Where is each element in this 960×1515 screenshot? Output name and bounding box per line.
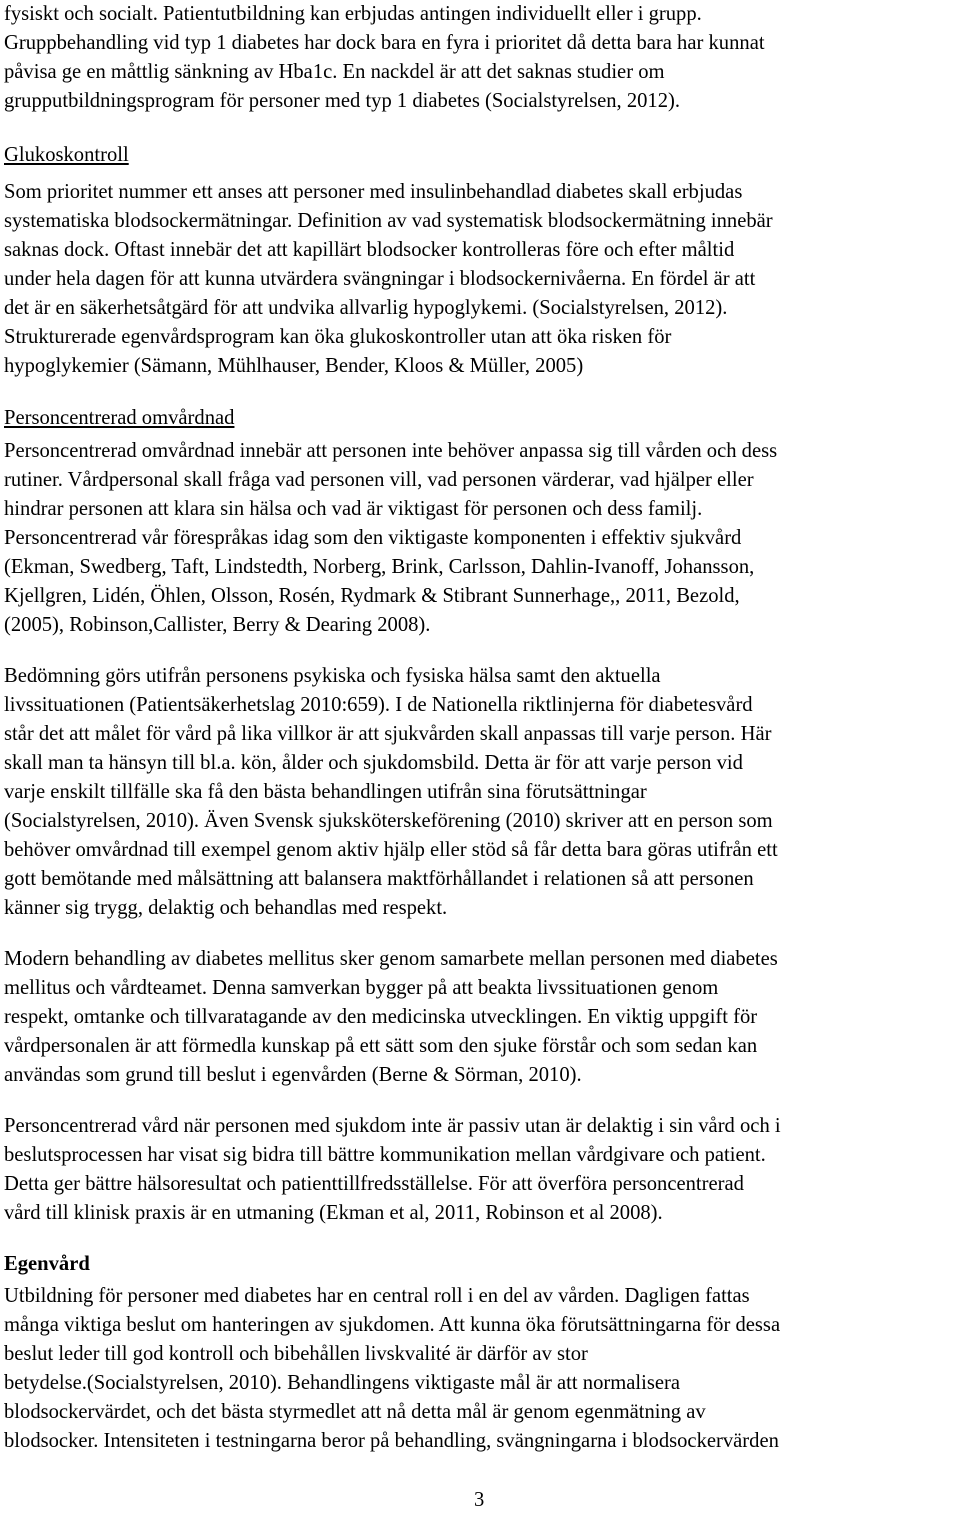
- paragraph-personcentrerad-line: hindrar personen att klara sin hälsa och vad är viktigast för personen och dess familj.: [4, 498, 703, 520]
- paragraph-bedomning-line: behöver omvårdnad till exempel genom aktiv hjälp eller stöd så får detta bara göras utifrån ett: [4, 839, 778, 861]
- paragraph-bedomning-line: gott bemötande med målsättning att balansera maktförhållandet i relationen så att personen: [4, 868, 754, 890]
- paragraph-glukoskontroll-line: saknas dock. Oftast innebär det att kapillärt blodsocker kontrolleras före och efter måltid: [4, 239, 735, 261]
- heading-personcentrerad-omvardnad: Personcentrerad omvårdnad: [4, 407, 235, 429]
- paragraph-personcentrerad-vard-line: vård till klinisk praxis är en utmaning (Ekman et al, 2011, Robinson et al 2008).: [4, 1202, 663, 1224]
- paragraph-egenvard-line: beslut leder till god kontroll och bibehållen livskvalité är därför av stor: [4, 1343, 588, 1365]
- paragraph-personcentrerad-vard-line: Detta ger bättre hälsoresultat och patienttillfredsställelse. För att överföra personcentrerad: [4, 1173, 744, 1195]
- paragraph-glukoskontroll-line: Strukturerade egenvårdsprogram kan öka glukoskontroller utan att öka risken för: [4, 326, 672, 348]
- paragraph-personcentrerad-line: Personcentrerad vår förespråkas idag som den viktigaste komponenten i effektiv sjukvård: [4, 527, 742, 549]
- paragraph-glukoskontroll-line: hypoglykemier (Sämann, Mühlhauser, Bender, Kloos & Müller, 2005): [4, 355, 584, 377]
- paragraph-personcentrerad-line: (2005), Robinson,Callister, Berry & Dearing 2008).: [4, 614, 431, 636]
- paragraph-personcentrerad-line: (Ekman, Swedberg, Taft, Lindstedth, Norberg, Brink, Carlsson, Dahlin-Ivanoff, Johansson,: [4, 556, 755, 578]
- paragraph-bedomning-line: livssituationen (Patientsäkerhetslag 2010:659). I de Nationella riktlinjerna för diabetesvård: [4, 694, 753, 716]
- paragraph-egenvard-line: många viktiga beslut om hanteringen av sjukdomen. Att kunna öka förutsättningarna för dessa: [4, 1314, 781, 1336]
- paragraph-glukoskontroll-line: det är en säkerhetsåtgärd för att undvika allvarlig hypoglykemi. (Socialstyrelsen, 2012).: [4, 297, 728, 319]
- paragraph-patientutbildning-line: fysiskt och socialt. Patientutbildning kan erbjudas antingen individuellt eller i grupp.: [4, 3, 702, 25]
- paragraph-modern-behandling-line: respekt, omtanke och tillvaratagande av den medicinska utvecklingen. En viktig uppgift för: [4, 1006, 758, 1028]
- heading-egenvard: Egenvård: [4, 1253, 90, 1275]
- paragraph-glukoskontroll-line: under hela dagen för att kunna utvärdera svängningar i blodsockernivåerna. En fördel är att: [4, 268, 756, 290]
- paragraph-bedomning-line: känner sig trygg, delaktig och behandlas med respekt.: [4, 897, 448, 919]
- paragraph-glukoskontroll-line: systematiska blodsockermätningar. Definition av vad systematisk blodsockermätning innebär: [4, 210, 773, 232]
- paragraph-patientutbildning-line: Gruppbehandling vid typ 1 diabetes har dock bara en fyra i prioritet då detta bara har kunnat: [4, 32, 765, 54]
- paragraph-personcentrerad-line: Kjellgren, Lidén, Öhlen, Olsson, Rosén, Rydmark & Stibrant Sunnerhage,, 2011, Bezold,: [4, 585, 740, 607]
- paragraph-patientutbildning-line: påvisa ge en måttlig sänkning av Hba1c. En nackdel är att det saknas studier om: [4, 61, 665, 83]
- paragraph-patientutbildning-line: grupputbildningsprogram för personer med typ 1 diabetes (Socialstyrelsen, 2012).: [4, 90, 681, 112]
- paragraph-egenvard-line: blodsockervärdet, och det bästa styrmedlet att nå detta mål är genom egenmätning av: [4, 1401, 706, 1423]
- paragraph-personcentrerad-line: rutiner. Vårdpersonal skall fråga vad personen vill, vad personen värderar, vad hjälper eller: [4, 469, 754, 491]
- paragraph-modern-behandling-line: vårdpersonalen är att förmedla kunskap på ett sätt som den sjuke förstår och som sedan kan: [4, 1035, 758, 1057]
- paragraph-personcentrerad-vard-line: Personcentrerad vård när personen med sjukdom inte är passiv utan är delaktig i sin vård och i: [4, 1115, 781, 1137]
- paragraph-modern-behandling-line: Modern behandling av diabetes mellitus sker genom samarbete mellan personen med diabetes: [4, 948, 778, 970]
- paragraph-modern-behandling-line: mellitus och vårdteamet. Denna samverkan bygger på att beakta livssituationen genom: [4, 977, 719, 999]
- paragraph-egenvard-line: betydelse.(Socialstyrelsen, 2010). Behandlingens viktigaste mål är att normalisera: [4, 1372, 680, 1394]
- paragraph-bedomning-line: (Socialstyrelsen, 2010). Även Svensk sjuksköterskeförening (2010) skriver att en person som: [4, 810, 773, 832]
- paragraph-modern-behandling-line: användas som grund till beslut i egenvården (Berne & Sörman, 2010).: [4, 1064, 582, 1086]
- paragraph-personcentrerad-line: Personcentrerad omvårdnad innebär att personen inte behöver anpassa sig till vården och dess: [4, 440, 778, 462]
- paragraph-bedomning-line: står det att målet för vård på lika villkor är att sjukvården skall anpassas till varje person. Här: [4, 723, 772, 745]
- paragraph-bedomning-line: Bedömning görs utifrån personens psykiska och fysiska hälsa samt den aktuella: [4, 665, 661, 687]
- paragraph-egenvard-line: Utbildning för personer med diabetes har en central roll i en del av vården. Dagligen fattas: [4, 1285, 750, 1307]
- heading-glukoskontroll: Glukoskontroll: [4, 144, 129, 166]
- paragraph-egenvard-line: blodsocker. Intensiteten i testningarna beror på behandling, svängningarna i blodsockervärden: [4, 1430, 779, 1452]
- paragraph-bedomning-line: varje enskilt tillfälle ska få den bästa behandlingen utifrån sina förutsättningar: [4, 781, 647, 803]
- page-number: 3: [474, 1489, 485, 1511]
- paragraph-bedomning-line: skall man ta hänsyn till bl.a. kön, ålder och sjukdomsbild. Detta är för att varje person vid: [4, 752, 743, 774]
- paragraph-glukoskontroll-line: Som prioritet nummer ett anses att personer med insulinbehandlad diabetes skall erbjudas: [4, 181, 743, 203]
- paragraph-personcentrerad-vard-line: beslutsprocessen har visat sig bidra till bättre kommunikation mellan vårdgivare och patient.: [4, 1144, 766, 1166]
